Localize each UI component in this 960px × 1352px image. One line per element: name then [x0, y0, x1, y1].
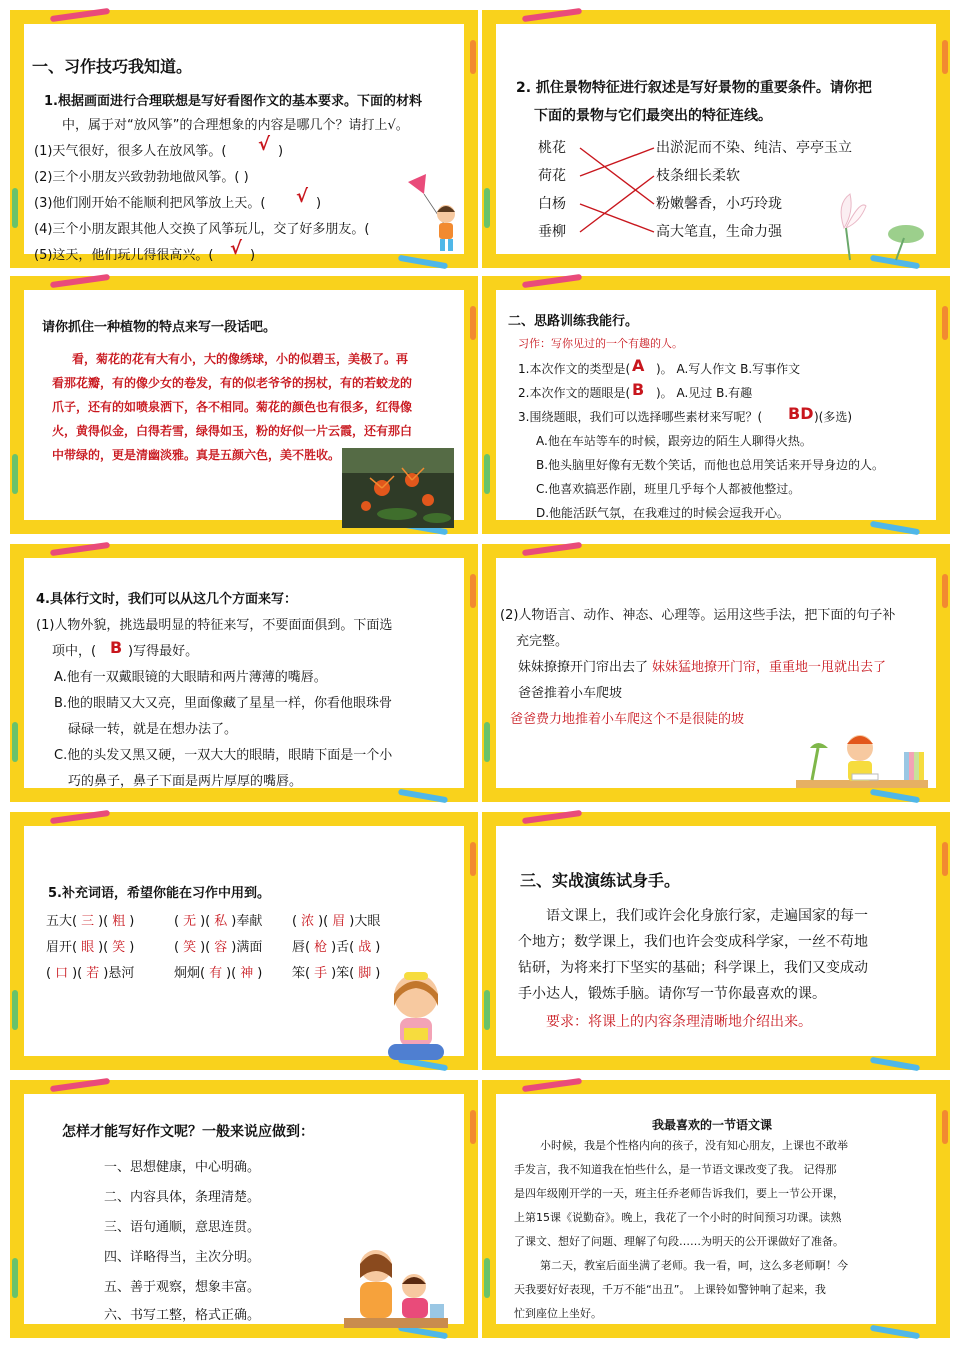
essay-line: 天我要好好表现，千万不能“出丑”。 上课铃如警钟响了起来，我 — [514, 1283, 826, 1296]
slide-8-content — [496, 826, 936, 1056]
word-answer: 手 — [314, 966, 328, 981]
paragraph-line: 个地方；数学课上，我们也许会变成科学家，一丝不苟地 — [518, 934, 868, 950]
answer-2: B — [632, 380, 645, 399]
word-fill-item — [174, 964, 262, 983]
slide-8 — [482, 812, 950, 1070]
word-answer: 笑 — [183, 940, 197, 955]
word-answer: 三 — [81, 914, 95, 929]
slide-1 — [10, 10, 478, 268]
essay-line: 忙到座位上坐好。 — [514, 1307, 602, 1320]
question-3: 3.围绕题眼，我们可以选择哪些素材来写呢？( — [518, 410, 763, 424]
paren-close: ) — [278, 144, 284, 159]
word-text: 唇( — [292, 940, 311, 955]
check-mark: √ — [258, 134, 271, 155]
option-1: (1)天气很好，很多人在放风筝。( — [34, 144, 227, 159]
word-answer: 笑 — [112, 940, 126, 955]
word-text: )( — [98, 914, 109, 929]
word-text: )舌( — [331, 940, 355, 955]
feature-item: 粉嫩馨香，小巧玲珑 — [656, 196, 782, 212]
word-text: ) — [375, 966, 381, 981]
chrysanthemum-photo — [342, 448, 454, 528]
word-text: ( — [46, 966, 52, 981]
scene-item: 白杨 — [538, 196, 566, 212]
word-answer: 浓 — [301, 914, 315, 929]
feature-item: 出淤泥而不染、纯洁、亭亭玉立 — [656, 140, 852, 156]
paren-close: ) — [316, 196, 322, 211]
slide-6 — [482, 544, 950, 802]
word-fill-item — [46, 964, 134, 983]
option-5: (5)这天，他们玩儿得很高兴。( — [34, 248, 214, 263]
word-answer: 容 — [214, 940, 228, 955]
word-answer: 脚 — [358, 966, 372, 981]
essay-title: 我最喜欢的一节语文课 — [652, 1118, 773, 1132]
word-answer: 无 — [183, 914, 197, 929]
option-a: A.他在车站等车的时候，跟旁边的陌生人聊得火热。 — [536, 434, 812, 448]
word-text: 笨( — [292, 966, 311, 981]
word-text: ( — [174, 940, 180, 955]
essay-line: 是四年级刚开学的一天，班主任乔老师告诉我们，要上一节公开课， — [514, 1187, 844, 1200]
slide-3-content — [24, 290, 464, 520]
essay-line: 上第15课《说勤奋》。晚上，我花了一个小时的时间预习功课。读熟 — [514, 1211, 842, 1224]
scene-item: 垂柳 — [538, 224, 566, 240]
tip-item: 一、思想健康，中心明确。 — [104, 1160, 261, 1175]
word-text: )悬河 — [103, 966, 135, 981]
requirement-text: 要求：将课上的内容条理清晰地介绍出来。 — [546, 1014, 812, 1030]
instruction-text: 4.具体行文时，我们可以从这几个方面来写： — [36, 592, 297, 607]
tip-item: 五、善于观察，想象丰富。 — [104, 1280, 261, 1295]
paragraph-line: 手小达人，锻炼手脑。请你写一节你最喜欢的课。 — [518, 986, 826, 1002]
option-3: (3)他们刚开始不能顺利把风筝放上天。( — [34, 196, 266, 211]
word-fill-item — [46, 912, 134, 931]
word-text: ) — [129, 940, 135, 955]
section-title: 5.补充词语，希望你能在习作中用到。 — [48, 886, 270, 901]
feature-item: 枝条细长柔软 — [656, 168, 740, 184]
option-a: A.他有一双戴眼镜的大眼睛和两片薄薄的嘴唇。 — [54, 670, 327, 685]
scene-item: 荷花 — [538, 168, 566, 184]
assignment-text: 习作：写你见过的一个有趣的人。 — [518, 337, 683, 350]
slide-10 — [482, 1080, 950, 1338]
word-text: 眉开( — [46, 940, 78, 955]
instruction-text: (2)人物语言、动作、神态、心理等。运用这些手法，把下面的句子补 — [500, 608, 896, 623]
slide-10-content — [496, 1094, 936, 1324]
word-text: ( — [174, 914, 180, 929]
check-mark: √ — [230, 238, 243, 259]
slide-7-content — [24, 826, 464, 1056]
question-2: 2.本次作文的题眼是( — [518, 386, 631, 400]
word-text: )( — [200, 940, 211, 955]
word-answer: 眉 — [332, 914, 346, 929]
word-fill-item — [174, 938, 262, 957]
section-title: 一、习作技巧我知道。 — [32, 57, 193, 76]
word-answer: 枪 — [314, 940, 328, 955]
word-fill-item — [174, 912, 262, 931]
word-text: )笨( — [331, 966, 355, 981]
instruction-text: 充完整。 — [516, 634, 569, 649]
option-4: (4)三个小朋友跟其他人交换了风筝玩儿，交了好多朋友。( — [34, 222, 370, 237]
slide-2-content — [496, 24, 936, 254]
section-title: 二、思路训练我能行。 — [508, 314, 639, 329]
paren-close: ) — [250, 248, 256, 263]
word-fill-item — [292, 912, 380, 931]
question-2-options: )。 A.见过 B.有趣 — [656, 386, 753, 400]
option-d: D.他能活跃气氛，在我难过的时候会逗我开心。 — [536, 506, 790, 520]
slide-5-content — [24, 558, 464, 788]
word-text: )奉献 — [231, 914, 263, 929]
feature-item: 高大笔直，生命力强 — [656, 224, 782, 240]
slide-1-content — [24, 24, 464, 263]
option-2: (2)三个小朋友兴致勃勃地做风筝。( ) — [34, 170, 249, 185]
question-1: 1.本次作文的类型是( — [518, 362, 631, 376]
word-answer: 神 — [240, 966, 254, 981]
word-answer: 眼 — [81, 940, 95, 955]
word-text: )( — [98, 940, 109, 955]
word-text: )( — [72, 966, 83, 981]
answer-line: 看那花瓣，有的像少女的卷发，有的似老爷爷的拐杖，有的若蛟龙的 — [52, 376, 413, 390]
slide-2 — [482, 10, 950, 268]
answer: B — [110, 638, 123, 657]
sentence-answer: 妹妹猛地撩开门帘，重重地一甩就出去了 — [652, 660, 887, 675]
question-text: 2. 抓住景物特征进行叙述是写好景物的重要条件。请你把 — [516, 80, 872, 96]
question-text: 下面的景物与它们最突出的特征连线。 — [534, 108, 772, 124]
slide-4 — [482, 276, 950, 534]
slide-6-content — [496, 558, 936, 788]
paragraph-line: 钻研，为将来打下坚实的基础；科学课上，我们又变成动 — [518, 960, 868, 976]
slide-4-content — [496, 290, 936, 520]
slide-9-content — [24, 1094, 464, 1324]
word-answer: 粗 — [112, 914, 126, 929]
option-c: C.他的头发又黑又硬，一双大大的眼睛，眼睛下面是一个小 — [54, 748, 393, 763]
word-answer: 有 — [209, 966, 223, 981]
answer-1: A — [632, 356, 645, 375]
answer-line: 中带绿的，更是清幽淡雅。真是五颜六色，美不胜收。 — [52, 448, 341, 462]
essay-line: 手发言，我不知道我在怕些什么，是一节语文课改变了我。 记得那 — [514, 1163, 837, 1176]
word-fill-item — [46, 938, 134, 957]
question-text: 中，属于对“放风筝”的合理想象的内容是哪几个？请打上√。 — [62, 118, 409, 133]
scene-item: 桃花 — [538, 140, 566, 156]
prompt-text: 请你抓住一种植物的特点来写一段话吧。 — [42, 320, 277, 335]
teacher-student-illustration — [344, 1244, 448, 1330]
paragraph-line: 语文课上，我们或许会化身旅行家，走遍国家的每一 — [546, 908, 868, 924]
word-text: )大眼 — [349, 914, 381, 929]
answer-line: 爪子，还有的如喷泉洒下，各不相同。菊花的颜色也有很多，红得像 — [52, 400, 413, 414]
word-answer: 口 — [55, 966, 69, 981]
essay-line: 小时候，我是个性格内向的孩子，没有知心朋友，上课也不敢举 — [540, 1139, 848, 1152]
word-text: 五大( — [46, 914, 78, 929]
tip-item: 二、内容具体，条理清楚。 — [104, 1190, 261, 1205]
answer-line: 看，菊花的花有大有小，大的像绣球，小的似碧玉，美极了。再 — [72, 352, 409, 366]
lotus-illustration — [816, 184, 926, 262]
boy-reading-illustration — [796, 718, 928, 792]
sentence-prompt: 妹妹撩撩开门帘出去了 — [518, 660, 649, 675]
slide-7 — [10, 812, 478, 1070]
tip-item: 四、详略得当，主次分明。 — [104, 1250, 261, 1265]
word-text: )满面 — [231, 940, 263, 955]
word-text: ) — [375, 940, 381, 955]
essay-line: 第二天，教室后面坐满了老师。我一看，呵，这么多老师啊！今 — [540, 1259, 848, 1272]
word-text: ) — [129, 914, 135, 929]
option-b: B.他的眼睛又大又亮，里面像藏了星星一样，你看他眼珠骨 — [54, 696, 393, 711]
option-c: C.他喜欢搞恶作剧，班里几乎每个人都被他整过。 — [536, 482, 801, 496]
check-mark: √ — [296, 186, 309, 207]
slide-3 — [10, 276, 478, 534]
answer-line: 火，黄得似金，白得若雪，绿得如玉，粉的好似一片云霞，还有那白 — [52, 424, 413, 438]
option-b-cont: 碌碌一转，就是在想办法了。 — [68, 722, 238, 737]
sentence-prompt: 爸爸推着小车爬坡 — [518, 686, 623, 701]
girl-with-book-illustration — [374, 966, 458, 1066]
tip-item: 三、语句通顺，意思连贯。 — [104, 1220, 261, 1235]
instruction-text: 项中，( — [52, 644, 97, 659]
section-title: 三、实战演练试身手。 — [520, 871, 681, 890]
slide-9 — [10, 1080, 478, 1338]
sentence-answer: 爸爸费力地推着小车爬这个不是很陡的坡 — [510, 712, 745, 727]
word-text: ( — [292, 914, 298, 929]
word-text: )( — [318, 914, 329, 929]
section-title: 怎样才能写好作文呢？一般来说应做到： — [62, 1124, 314, 1140]
question-1-options: )。 A.写人作文 B.写事作文 — [656, 362, 801, 376]
word-answer: 若 — [86, 966, 100, 981]
word-fill-item — [292, 964, 380, 983]
slide-5 — [10, 544, 478, 802]
word-text: )( — [226, 966, 237, 981]
tip-item: 六、书写工整，格式正确。 — [104, 1308, 261, 1323]
word-answer: 战 — [358, 940, 372, 955]
question-text: 1.根据画面进行合理联想是写好看图作文的基本要求。下面的材料 — [44, 94, 422, 109]
word-fill-item — [292, 938, 380, 957]
word-text: 炯炯( — [174, 966, 206, 981]
word-text: )( — [200, 914, 211, 929]
option-c-cont: 巧的鼻子，鼻子下面是两片厚厚的嘴唇。 — [68, 774, 303, 789]
option-b: B.他头脑里好像有无数个笑话，而他也总用笑话来开导身边的人。 — [536, 458, 885, 472]
question-3-note: )(多选) — [814, 410, 853, 424]
word-text: ) — [257, 966, 263, 981]
word-answer: 私 — [214, 914, 228, 929]
instruction-text: (1)人物外貌，挑选最明显的特征来写，不要面面俱到。下面选 — [36, 618, 393, 633]
essay-line: 了课文、想好了问题、理解了句段……为明天的公开课做好了准备。 — [514, 1235, 844, 1248]
instruction-text: )写得最好。 — [128, 644, 199, 659]
answer-3: BD — [788, 404, 814, 423]
kite-girl-illustration — [396, 174, 466, 254]
